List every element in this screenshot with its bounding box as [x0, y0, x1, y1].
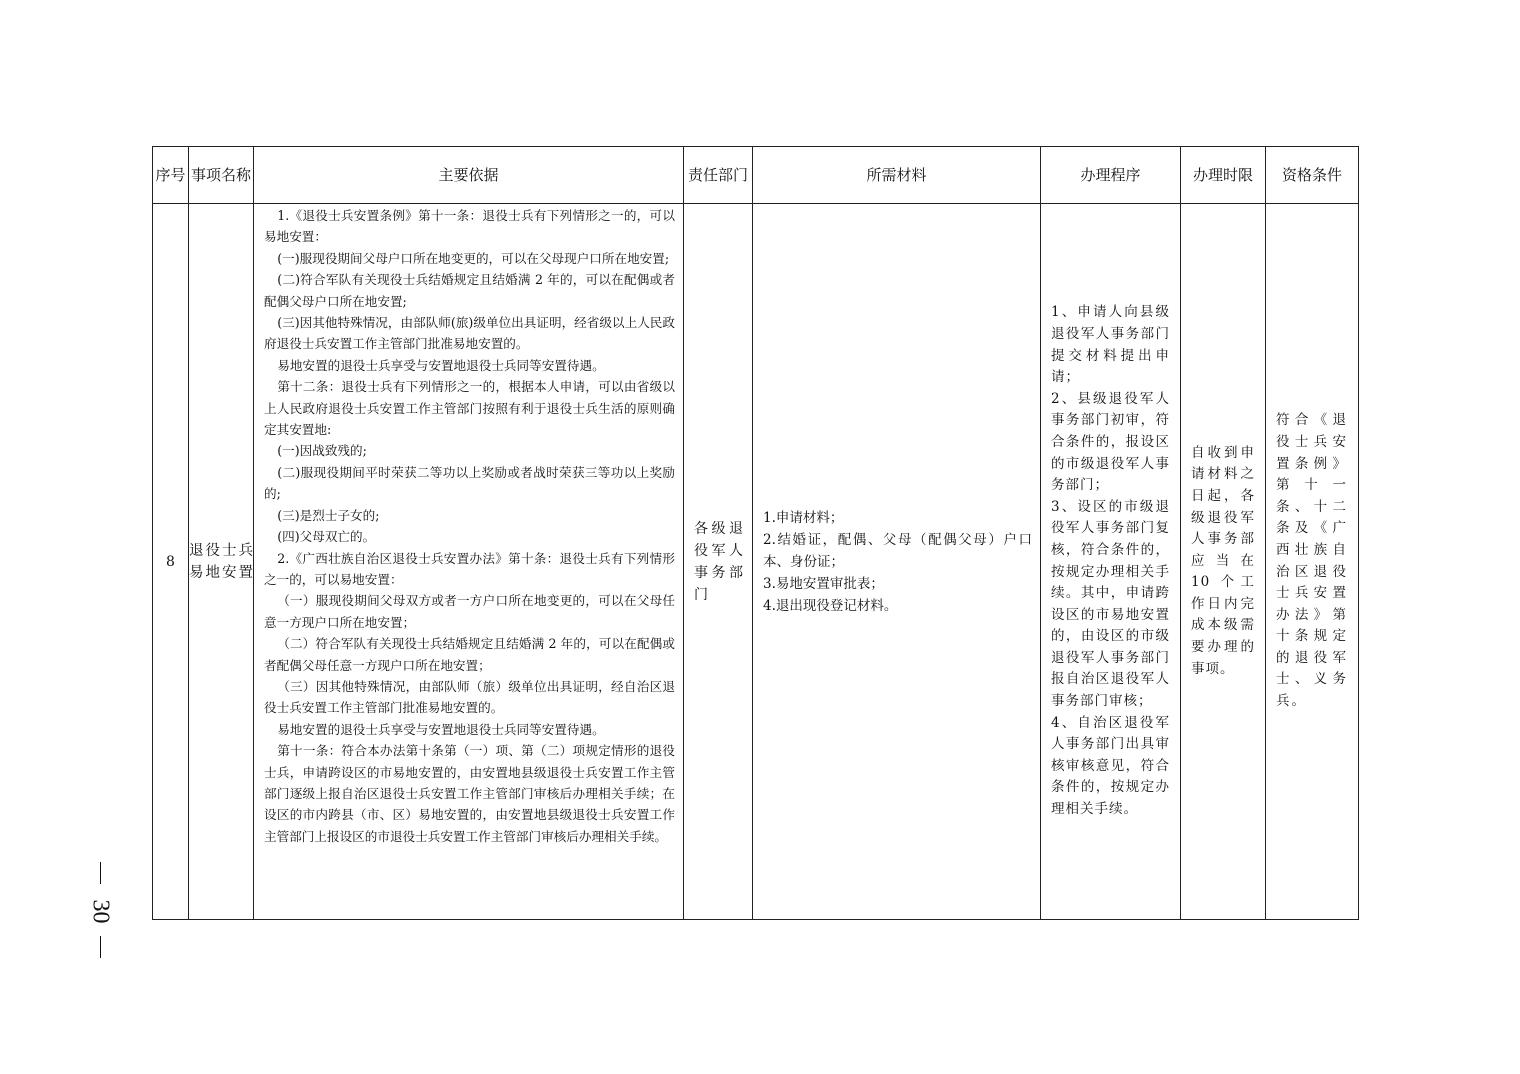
procedure-step: 4、自治区退役军人事务部门出具审核审核意见，符合条件的，按规定办理相关手续。 [1051, 714, 1170, 818]
basis-paragraph: （三）因其他特殊情况，由部队师（旅）级单位出具证明，经自治区退役士兵安置工作主管部门批准易地安置的。 [264, 678, 675, 716]
header-procedure: 办理程序 [1041, 147, 1181, 204]
service-item-table [152, 146, 1359, 920]
header-dept: 责任部门 [684, 147, 753, 204]
materials-item: 2.结婚证，配偶、父母（配偶父母）户口本、身份证； [763, 531, 1032, 570]
page-number-dash-top [100, 862, 101, 884]
basis-paragraph: (二)符合军队有关现役士兵结婚规定且结婚满 2 年的，可以在配偶或者配偶父母户口所在地安置; [264, 272, 675, 309]
table-row [153, 204, 1359, 920]
basis-paragraph: 1.《退役士兵安置条例》第十一条：退役士兵有下列情形之一的，可以易地安置： [264, 208, 675, 245]
header-row [153, 147, 1359, 204]
header-index: 序号 [153, 147, 189, 204]
basis-paragraph: （二）符合军队有关现役士兵结婚规定且结婚满 2 年的，可以在配偶或者配偶父母任意一方现户口所在地安置； [264, 636, 675, 673]
row-qualification: 符合《退役士兵安置条例》第十一条、十二条及《广西壮族自治区退役士兵安置办法》第十条规定的退役军士、义务兵。 [1266, 204, 1359, 920]
basis-paragraph: (四)父母双亡的。 [277, 529, 376, 545]
page-number-dash-bottom [100, 936, 101, 958]
basis-paragraph: (三)因其他特殊情况，由部队师(旅)级单位出具证明，经省级以上人民政府退役士兵安置工作主管部门批准易地安置的。 [264, 315, 675, 352]
basis-paragraph: 2.《广西壮族自治区退役士兵安置办法》第十条：退役士兵有下列情形之一的，可以易地安置： [264, 550, 675, 587]
basis-paragraph: 易地安置的退役士兵享受与安置地退役士兵同等安置待遇。 [277, 721, 605, 737]
row-procedure [1041, 204, 1181, 920]
materials-item: 1.申请材料； [763, 509, 844, 526]
row-time-limit: 自收到申请材料之日起，各级退役军人事务部应当在 10 个工作日内完成本级需要办理的事项。 [1181, 204, 1266, 920]
materials-item: 4.退出现役登记材料。 [763, 597, 898, 614]
basis-paragraph: 第十二条：退役士兵有下列情形之一的，根据本人申请，可以由省级以上人民政府退役士兵安置工作主管部门按照有利于退役士兵生活的原则确定其安置地: [264, 379, 675, 438]
basis-paragraph: (三)是烈士子女的; [277, 507, 380, 523]
header-basis: 主要依据 [254, 147, 684, 204]
page-number-text: 30 [87, 899, 114, 924]
row-item-name: 退役士兵易地安置 [189, 204, 254, 920]
basis-paragraph: (二)服现役期间平时荣获二等功以上奖励或者战时荣获三等功以上奖励的; [264, 464, 675, 502]
basis-paragraph: 第十一条：符合本办法第十条第（一）项、第（二）项规定情形的退役士兵，申请跨设区的市易地安置的，由安置地县级退役士兵安置工作主管部门逐级上报自治区退役士兵安置工作主管部门审核后办理相关手续；在设区的市内跨县（市、区）易地安置的，由安置地县级退役士兵安置工作主管部门上报设区的市退役士兵安置工作主管部门审核后办理相关手续。 [264, 743, 675, 844]
basis-paragraph: (一)因战致残的; [277, 443, 367, 459]
basis-paragraph: (一)服现役期间父母户口所在地变更的，可以在父母现户口所在地安置; [277, 250, 670, 266]
row-basis [254, 204, 684, 920]
header-materials: 所需材料 [753, 147, 1041, 204]
row-index: 8 [153, 204, 189, 920]
materials-item: 3.易地安置审批表； [763, 575, 884, 592]
header-time-limit: 办理时限 [1181, 147, 1266, 204]
procedure-step: 3、设区的市级退役军人事务部门复核，符合条件的，按规定办理相关手续。其中，申请跨设区的市易地安置的，由设区的市级退役军人事务部门报自治区退役军人事务部门审核； [1051, 498, 1170, 710]
header-qualification: 资格条件 [1266, 147, 1359, 204]
row-materials [753, 204, 1041, 920]
procedure-step: 1、申请人向县级退役军人事务部门提交材料提出申请； [1051, 304, 1170, 386]
procedure-step: 2、县级退役军人事务部门初审，符合条件的，报设区的市级退役军人事务部门； [1051, 390, 1170, 494]
basis-paragraph: （一）服现役期间父母双方或者一方户口所在地变更的，可以在父母任意一方现户口所在地安置； [264, 593, 675, 630]
page-number [86, 862, 116, 962]
header-name: 事项名称 [189, 147, 254, 204]
row-responsible-dept: 各级退役军人事务部门 [684, 204, 753, 920]
basis-paragraph: 易地安置的退役士兵享受与安置地退役士兵同等安置待遇。 [277, 357, 605, 373]
